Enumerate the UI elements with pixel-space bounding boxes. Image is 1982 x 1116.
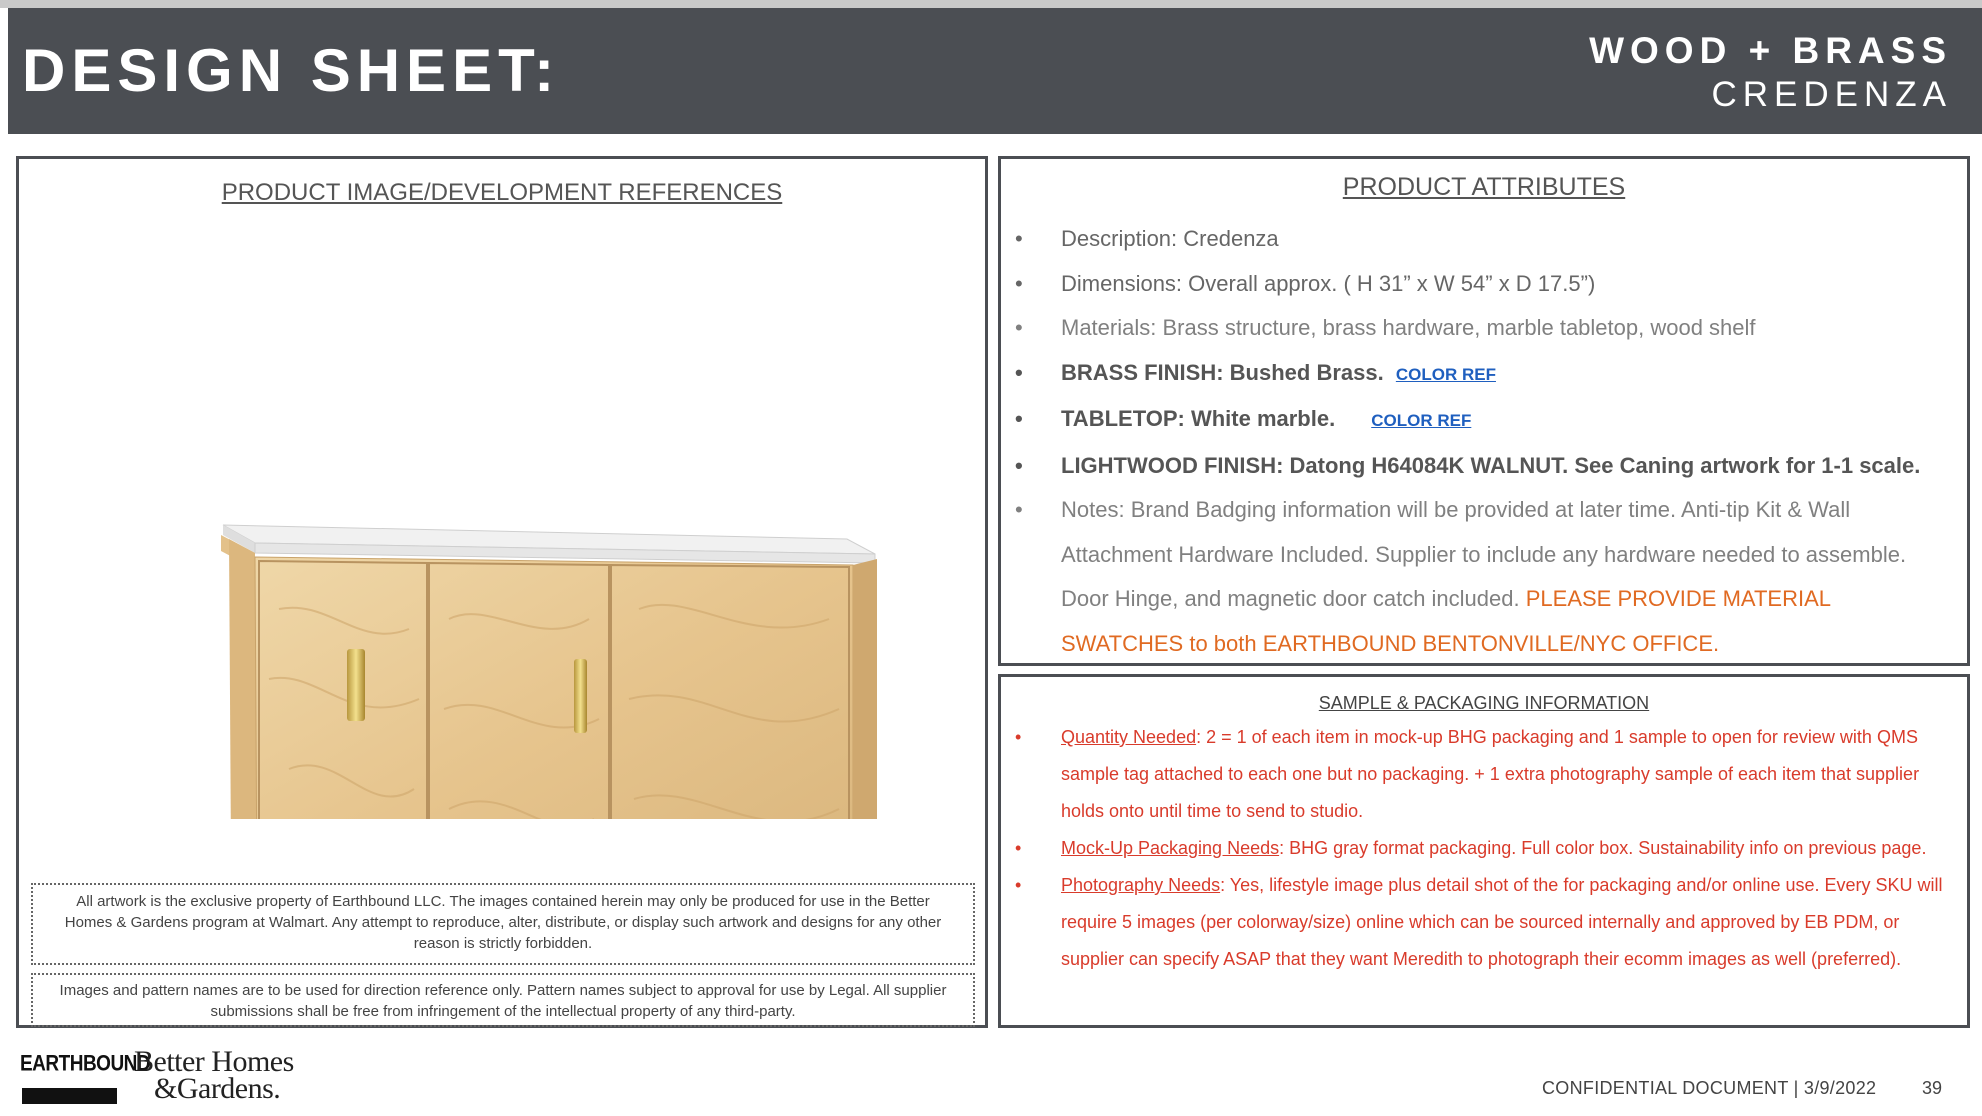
sample-quantity: • Quantity Needed: 2 = 1 of each item in mock-up BHG packaging and 1 sample to open for review with QMS sample tag attached to each one but no packaging. + 1 extra photography sample of each item that supplier holds onto until time to send to studio. [1015,727,1920,821]
product-name-line1: WOOD + BRASS [1589,30,1952,71]
product-image-title: PRODUCT IMAGE/DEVELOPMENT REFERENCES [221,179,783,206]
earthbound-logo: EARTHBOUND [20,1052,151,1077]
swatch-request: PLEASE PROVIDE MATERIAL SWATCHES to both EARTHBOUND BENTONVILLE/NYC OFFICE. [1061,586,1831,656]
attr-notes: • Notes: Brand Badging information will be provided at later time. Anti-tip Kit & Wall Attachment Hardware Included. Supplier to include any hardware needed to assemble. Door Hinge, and magnetic door catch included. PLEASE PROVIDE MATERIAL SWATCHES to both EARTHBOUND BENTONVILLE/NYC OFFICE. [1015,497,1907,656]
sample-list [1001,719,1967,978]
artwork-disclaimer: All artwork is the exclusive property of Earthbound LLC. The images contained herein may only be produced for use in the Better Homes & Gardens program at Walmart. Any attempt to reproduce, alter, distribute, or display such artwork and designs for any other reason is strictly forbidden. [31,883,975,965]
brass-color-ref-link[interactable]: COLOR REF [1395,364,1496,384]
page-number: 39 [1922,1078,1943,1098]
confidential-notice: CONFIDENTIAL DOCUMENT | 3/9/2022 [1542,1078,1877,1098]
bhg-logo: Better Homes &Gardens. [134,1045,294,1105]
product-name-line2: CREDENZA [1711,75,1952,114]
product-image-panel [16,156,988,1028]
attr-lightwood-finish: • LIGHTWOOD FINISH: Datong H64084K WALNUT. See Caning artwork for 1-1 scale. [1015,452,1921,478]
header-bar [8,8,1982,134]
product-name [1589,28,1952,116]
handle-right [574,659,587,733]
tabletop-color-ref-link[interactable]: COLOR REF [1371,411,1472,430]
attr-description: • Description: Credenza [1015,226,1279,251]
sample-packaging-title: SAMPLE & PACKAGING INFORMATION [1318,693,1650,713]
sample-mockup: • Mock-Up Packaging Needs: BHG gray format packaging. Full color box. Sustainability info on previous page. [1015,838,1927,858]
product-attributes-title: PRODUCT ATTRIBUTES [1342,173,1626,201]
pattern-disclaimer: Images and pattern names are to be used for direction reference only. Pattern names subject to approval for use by Legal. All supplier submissions shall be free from infringement of the intellectual property of any third-party. [31,973,975,1027]
attr-brass-finish: • BRASS FINISH: Bushed Brass. COLOR REF [1015,359,1496,385]
sample-photography: • Photography Needs: Yes, lifestyle image plus detail shot of the for packaging and/or online use. Every SKU will require 5 images (per colorway/size) online which can be sourced internally and approved by EB PDM, or supplier can specify ASAP that they want Meredith to photograph their ecomm images as well (preferred). [1015,875,1943,969]
product-attributes-panel [998,156,1970,666]
attr-dimensions: • Dimensions: Overall approx. ( H 31” x W 54” x D 17.5”) [1015,270,1596,296]
cabinet-side [853,559,877,819]
attr-materials: • Materials: Brass structure, brass hardware, marble tabletop, wood shelf [1015,315,1756,340]
attribute-list [1001,217,1967,666]
attr-tabletop: • TABLETOP: White marble. COLOR REF [1015,406,1472,431]
earthbound-logo-bar [22,1088,117,1104]
credenza-illustration [209,349,889,819]
top-rule [0,0,1982,8]
sample-packaging-panel [998,674,1970,1028]
handle-left [347,649,365,721]
page-title: DESIGN SHEET: [22,37,561,104]
